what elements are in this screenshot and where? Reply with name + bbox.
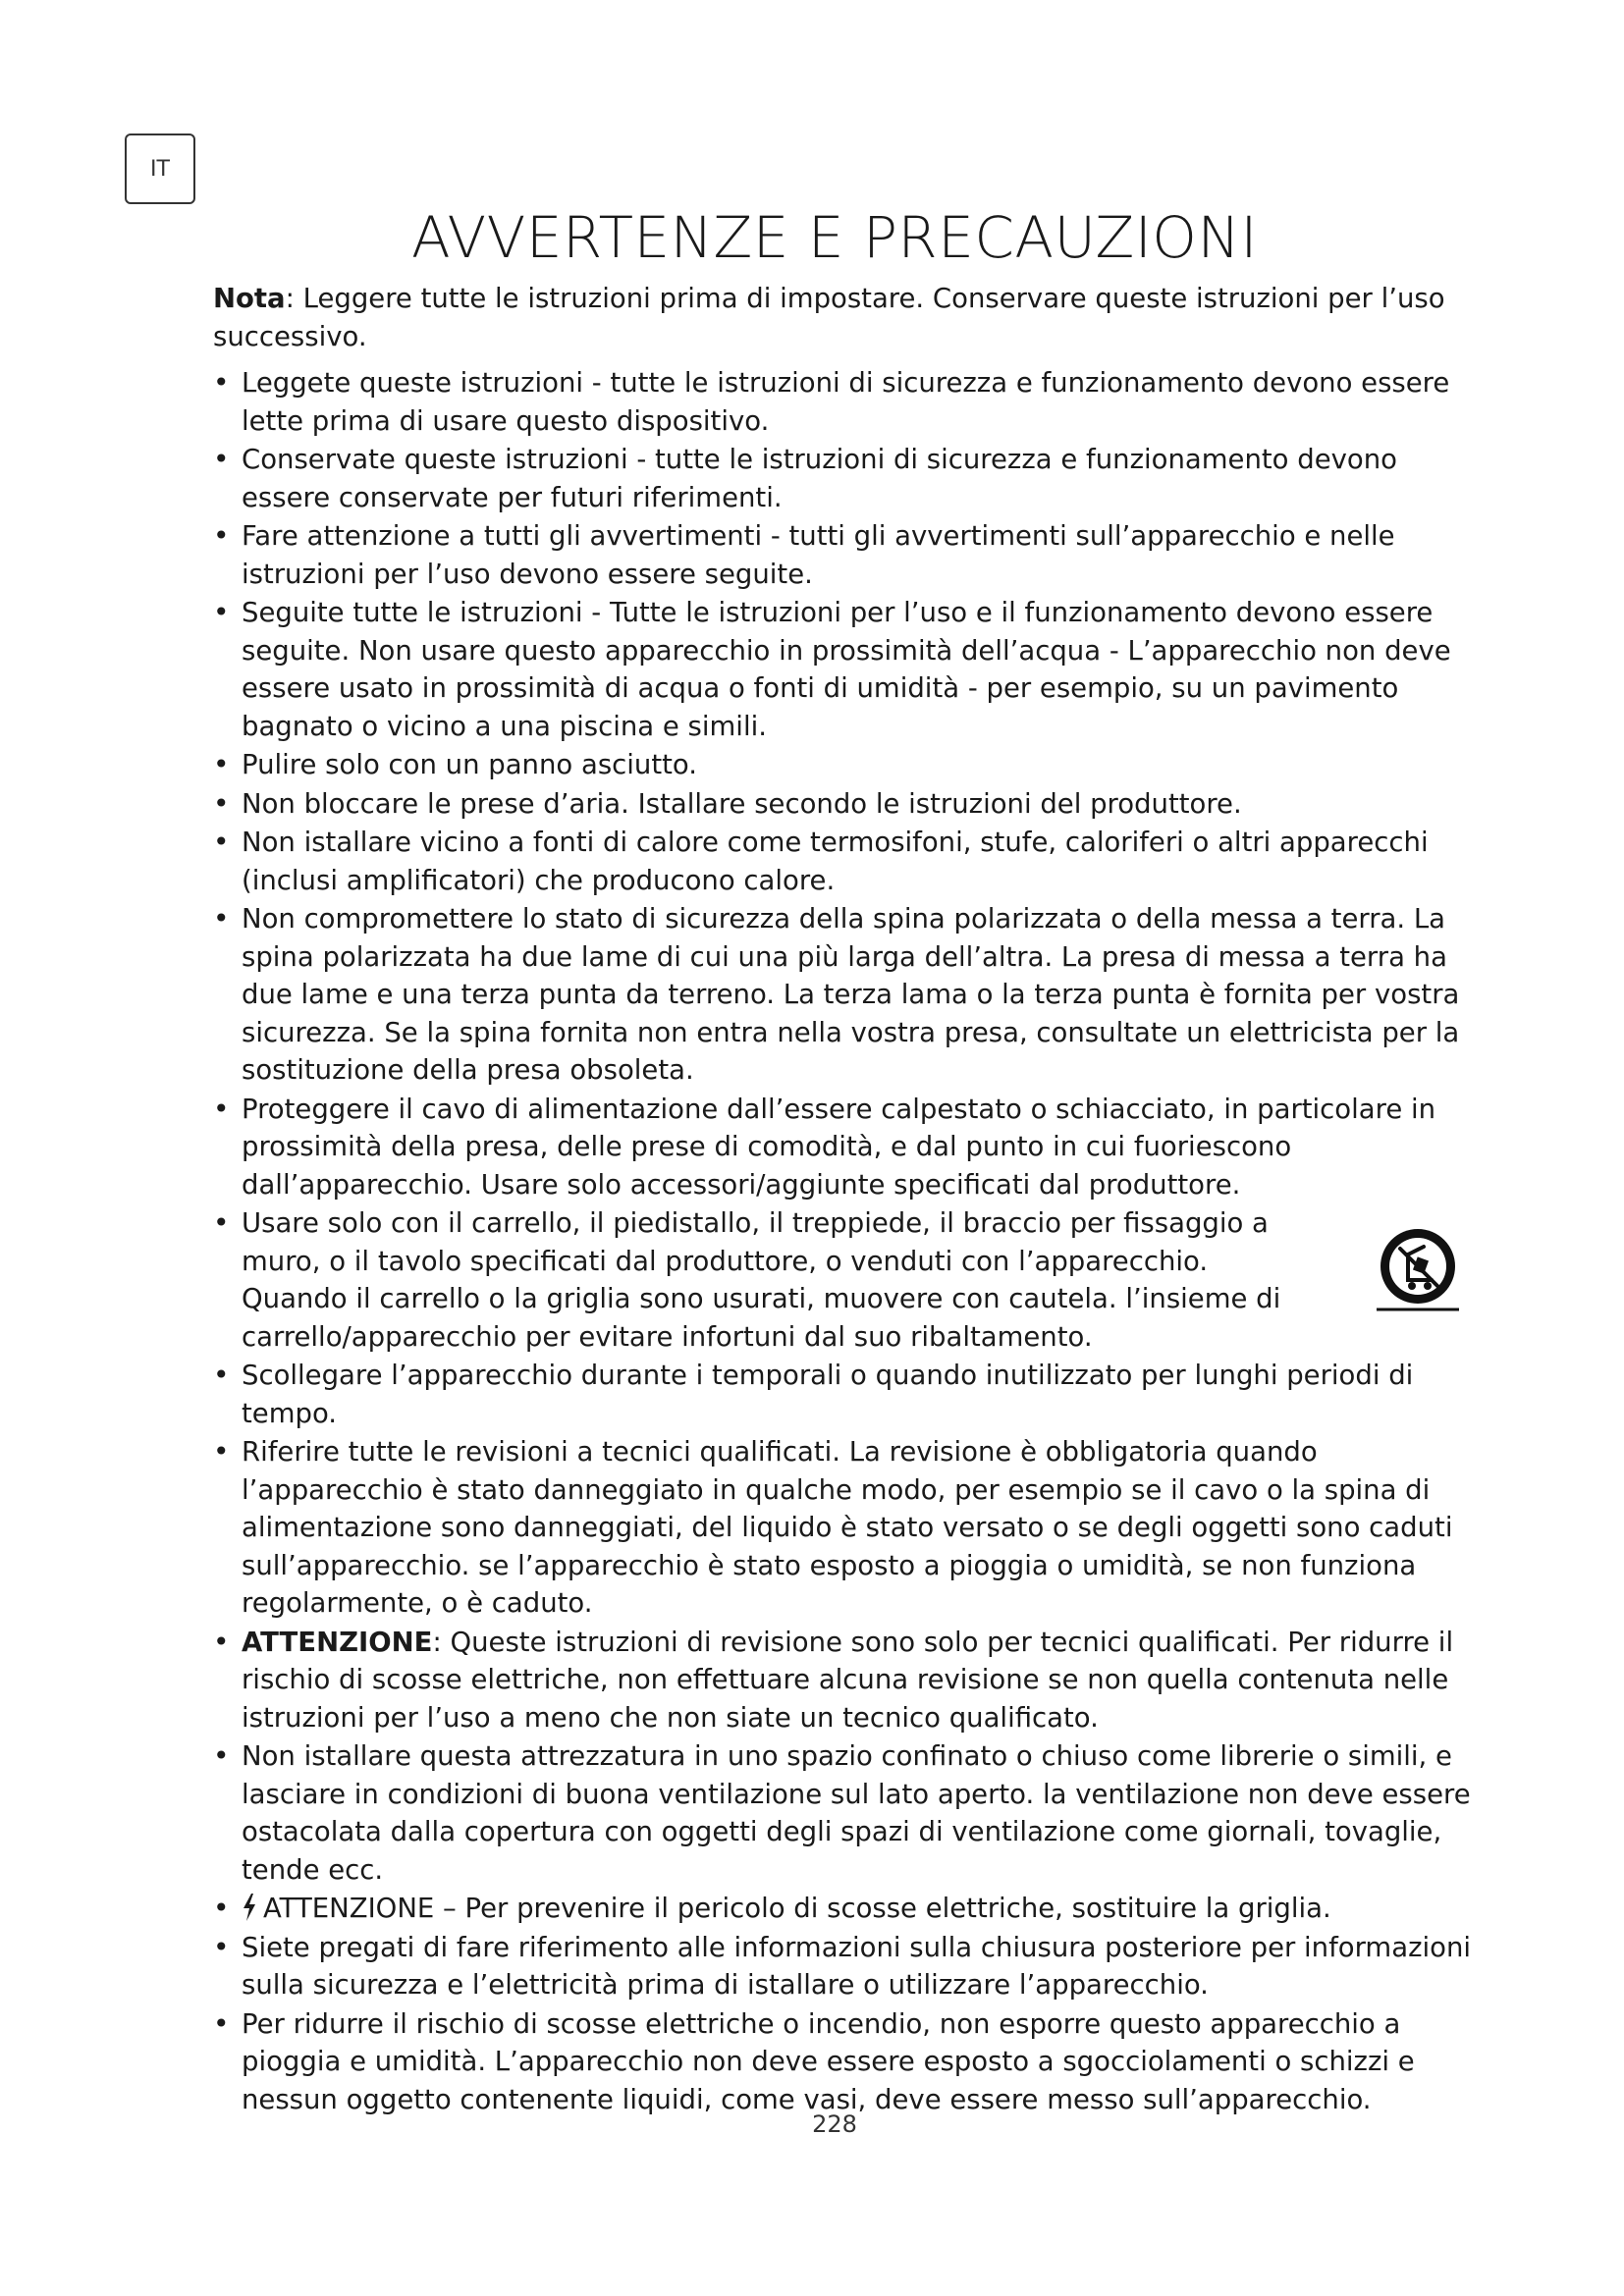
list-item: • Non istallare questa attrezzatura in uno spazio confinato o chiuso come librerie o simili, e lasciare in condizioni di buona ventilazione sul lato aperto. la ventilazione non deve essere ostacolata dalla copertura con oggetti degli spazi di ventilazione come giornali, tovaglie, tende ecc.	[213, 1737, 1489, 1889]
list-item-attenzione	[213, 1624, 1489, 1737]
note-paragraph	[213, 280, 1489, 355]
list-item: • Non bloccare le prese d’aria. Istallare secondo le istruzioni del produttore.	[213, 785, 1489, 824]
attenzione-text: : Queste istruzioni di revisione sono solo per tecnici qualificati. Per ridurre il rischio di scosse elettriche, non effettuare alcuna revisione se non quella contenuta nelle istruzioni per l’uso a meno che non siate un tecnico qualificato.	[242, 1626, 1454, 1734]
note-text: : Leggere tutte le istruzioni prima di impostare. Conservare queste istruzioni per l’uso successivo.	[213, 283, 1445, 352]
attenzione-label: ATTENZIONE	[242, 1626, 433, 1658]
cart-tip-over-warning-icon	[1369, 1225, 1467, 1313]
list-item: • Siete pregati di fare riferimento alle informazioni sulla chiusura posteriore per informazioni sulla sicurezza e l’elettricità prima di istallare o utilizzare l’apparecchio.	[213, 1929, 1489, 2004]
list-item: • Non istallare vicino a fonti di calore come termosifoni, stufe, caloriferi o altri apparecchi (inclusi amplificatori) che producono calore.	[213, 824, 1489, 899]
precautions-list	[213, 364, 1489, 2118]
list-item-text: Usare solo con il carrello, il piedistallo, il treppiede, il braccio per fissaggio a muro, o il tavolo specificati dal produttore, o venduti con l’apparecchio. Quando il carrello o la griglia sono usurati, muovere con cautela. l’insieme di carrello/apparecchio per evitare infortuni dal suo ribaltamento.	[242, 1207, 1281, 1353]
list-item: • Conservate queste istruzioni - tutte le istruzioni di sicurezza e funzionamento devono essere conservate per futuri riferimenti.	[213, 441, 1489, 516]
list-item-bolt	[213, 1890, 1489, 1928]
document-body	[213, 280, 1489, 2119]
list-item: • Fare attenzione a tutti gli avvertimenti - tutti gli avvertimenti sull’apparecchio e nelle istruzioni per l’uso devono essere seguite.	[213, 517, 1489, 593]
page-title: AVVERTENZE E PRECAUZIONI	[411, 204, 1258, 271]
bolt-warning-text: ATTENZIONE – Per prevenire il pericolo di scosse elettriche, sostituire la griglia.	[263, 1893, 1331, 1924]
list-item: • Scollegare l’apparecchio durante i temporali o quando inutilizzato per lunghi periodi di tempo.	[213, 1357, 1489, 1432]
list-item-cart	[213, 1204, 1489, 1356]
list-item: • Leggete queste istruzioni - tutte le istruzioni di sicurezza e funzionamento devono essere lette prima di usare questo dispositivo.	[213, 364, 1489, 440]
language-badge: IT	[125, 133, 195, 204]
list-item: • Non compromettere lo stato di sicurezza della spina polarizzata o della messa a terra. La spina polarizzata ha due lame di cui una più larga dell’altra. La presa di messa a terra ha due lame e una terza punta da terreno. La terza lama o la terza punta è fornita per vostra sicurezza. Se la spina fornita non entra nella vostra presa, consultate un elettricista per la sostituzione della presa obsoleta.	[213, 900, 1489, 1090]
list-item: • Per ridurre il rischio di scosse elettriche o incendio, non esporre questo apparecchio a pioggia e umidità. L’apparecchio non deve essere esposto a sgocciolamenti o schizzi e nessun oggetto contenente liquidi, come vasi, deve essere messo sull’apparecchio.	[213, 2005, 1489, 2119]
note-label: Nota	[213, 283, 286, 314]
page-number: 228	[812, 2110, 857, 2138]
list-item: • Seguite tutte le istruzioni - Tutte le istruzioni per l’uso e il funzionamento devono essere seguite. Non usare questo apparecchio in prossimità dell’acqua - L’apparecchio non deve essere usato in prossimità di acqua o fonti di umidità - per esempio, su un pavimento bagnato o vicino a una piscina e simili.	[213, 594, 1489, 745]
list-item: • Proteggere il cavo di alimentazione dall’essere calpestato o schiacciato, in particolare in prossimità della presa, delle prese di comodità, e dal punto in cui fuoriescono dall’apparecchio. Usare solo accessori/aggiunte specificati dal produttore.	[213, 1091, 1489, 1204]
lightning-bolt-icon	[242, 1894, 257, 1921]
list-item: • Pulire solo con un panno asciutto.	[213, 746, 1489, 784]
list-item: • Riferire tutte le revisioni a tecnici qualificati. La revisione è obbligatoria quando l’apparecchio è stato danneggiato in qualche modo, per esempio se il cavo o la spina di alimentazione sono danneggiati, del liquido è stato versato o se degli oggetti sono caduti sull’apparecchio. se l’apparecchio è stato esposto a pioggia o umidità, se non funziona regolarmente, o è caduto.	[213, 1433, 1489, 1623]
